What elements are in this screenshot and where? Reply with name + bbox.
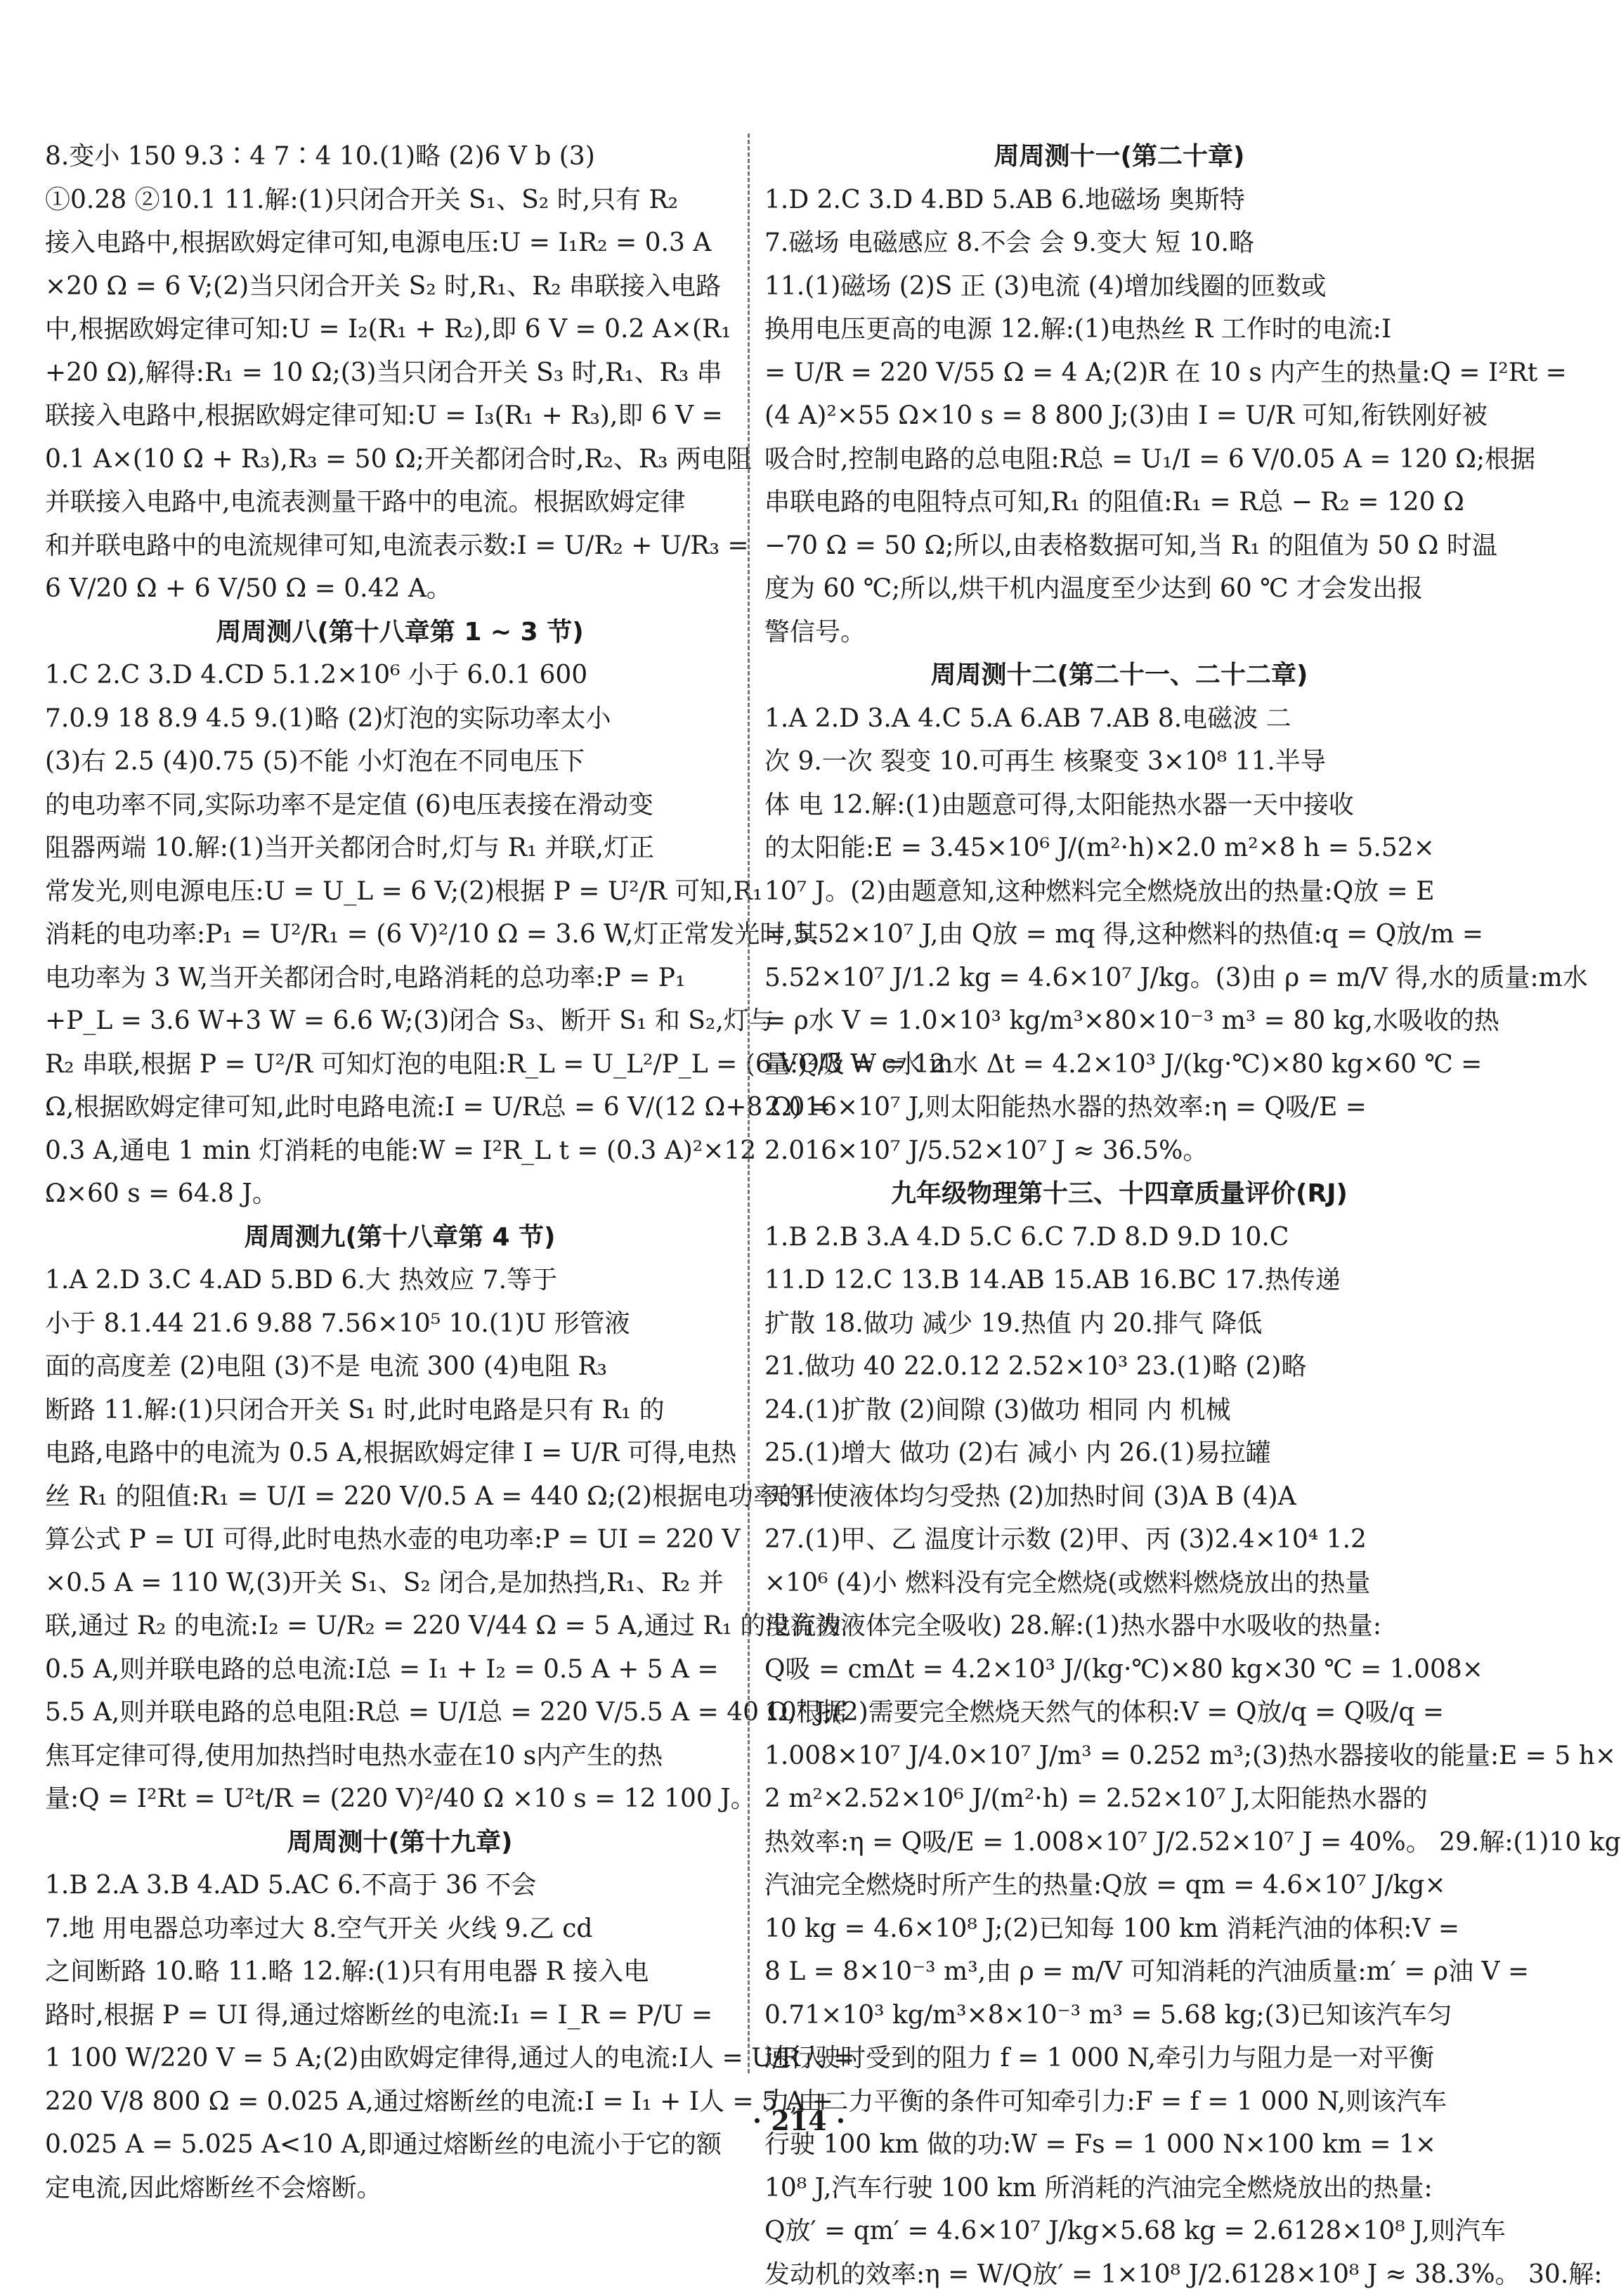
text-line: 中,根据欧姆定律可知:U = I₂(R₁ + R₂),即 6 V = 0.2 A×(R₁ <box>45 308 755 351</box>
text-line: 1 100 W/220 V = 5 A;(2)由欧姆定律得,通过人的电流:I人 = U/R人 = <box>45 2037 755 2080</box>
text-line: 24.(1)扩散 (2)间隙 (3)做功 相同 内 机械 <box>764 1389 1474 1432</box>
text-line: 接入电路中,根据欧姆定律可知,电源电压:U = I₁R₂ = 0.3 A <box>45 221 755 265</box>
text-line: 断路 11.解:(1)只闭合开关 S₁ 时,此时电路是只有 R₁ 的 <box>45 1389 755 1432</box>
left-column <box>45 135 755 2210</box>
text-line: ①0.28 ②10.1 11.解:(1)只闭合开关 S₁、S₂ 时,只有 R₂ <box>45 179 755 222</box>
text-line: 的电功率不同,实际功率不是定值 (6)电压表接在滑动变 <box>45 784 755 827</box>
text-line: 警信号。 <box>764 611 1474 654</box>
text-line: ×10⁶ (4)小 燃料没有完全燃烧(或燃料燃烧放出的热量 <box>764 1562 1474 1605</box>
text-line: 0.025 A = 5.025 A<10 A,即通过熔断丝的电流小于它的额 <box>45 2123 755 2167</box>
text-line: Ω×60 s = 64.8 J。 <box>45 1172 755 1216</box>
text-line: 8.变小 150 9.3∶4 7∶4 10.(1)略 (2)6 V b (3) <box>45 135 755 179</box>
text-line: ×20 Ω = 6 V;(2)当只闭合开关 S₂ 时,R₁、R₂ 串联接入电路 <box>45 265 755 309</box>
section-heading: 周周测十(第十九章) <box>45 1821 755 1864</box>
text-line: 量:Q吸 = c水 m水 Δt = 4.2×10³ J/(kg·℃)×80 kg×60 ℃ = <box>764 1043 1474 1087</box>
text-line: 11.(1)磁场 (2)S 正 (3)电流 (4)增加线圈的匝数或 <box>764 265 1474 309</box>
text-line: 路时,根据 P = UI 得,通过熔断丝的电流:I₁ = I_R = P/U = <box>45 1994 755 2037</box>
text-line: 算公式 P = UI 可得,此时电热水壶的电功率:P = UI = 220 V <box>45 1518 755 1562</box>
text-line: +P_L = 3.6 W+3 W = 6.6 W;(3)闭合 S₃、断开 S₁ 和 S₂,灯与 <box>45 999 755 1043</box>
text-line: 面的高度差 (2)电阻 (3)不是 电流 300 (4)电阻 R₃ <box>45 1345 755 1389</box>
text-line: 联,通过 R₂ 的电流:I₂ = U/R₂ = 220 V/44 Ω = 5 A,通过 R₁ 的电流为 <box>45 1604 755 1648</box>
text-line: 阻器两端 10.解:(1)当开关都闭合时,灯与 R₁ 并联,灯正 <box>45 826 755 870</box>
text-line: 0.1 A×(10 Ω + R₃),R₃ = 50 Ω;开关都闭合时,R₂、R₃ 两电阻 <box>45 438 755 481</box>
text-line: 10⁷ J;(2)需要完全燃烧天然气的体积:V = Q放/q = Q吸/q = <box>764 1691 1474 1734</box>
text-line: 串联电路的电阻特点可知,R₁ 的阻值:R₁ = R总 − R₂ = 120 Ω <box>764 481 1474 524</box>
text-line: 8 L = 8×10⁻³ m³,由 ρ = m/V 可知消耗的汽油质量:m′ = ρ油 V = <box>764 1950 1474 1994</box>
text-line: 21.做功 40 22.0.12 2.52×10³ 23.(1)略 (2)略 <box>764 1345 1474 1389</box>
text-line: 1.A 2.D 3.C 4.AD 5.BD 6.大 热效应 7.等于 <box>45 1259 755 1302</box>
text-line: 1.A 2.D 3.A 4.C 5.A 6.AB 7.AB 8.电磁波 二 <box>764 697 1474 741</box>
page-number: · 214 · <box>0 2105 1598 2136</box>
text-line: 0.5 A,则并联电路的总电流:I总 = I₁ + I₂ = 0.5 A + 5 A = <box>45 1648 755 1692</box>
text-line: 力,由二力平衡的条件可知牵引力:F = f = 1 000 N,则该汽车 <box>764 2080 1474 2124</box>
text-line: (3)右 2.5 (4)0.75 (5)不能 小灯泡在不同电压下 <box>45 740 755 784</box>
text-line: 2 m²×2.52×10⁶ J/(m²·h) = 2.52×10⁷ J,太阳能热水器的 <box>764 1777 1474 1821</box>
text-line: 10⁸ J,汽车行驶 100 km 所消耗的汽油完全燃烧放出的热量: <box>764 2167 1474 2210</box>
text-line: 和并联电路中的电流规律可知,电流表示数:I = U/R₂ + U/R₃ = <box>45 524 755 568</box>
text-line: 吸合时,控制电路的总电阻:R总 = U₁/I = 6 V/0.05 A = 120 Ω;根据 <box>764 438 1474 481</box>
section-heading: 周周测九(第十八章第 4 节) <box>45 1216 755 1259</box>
text-line: 2.016×10⁷ J/5.52×10⁷ J ≈ 36.5%。 <box>764 1129 1474 1173</box>
text-line: = 5.52×10⁷ J,由 Q放 = mq 得,这种燃料的热值:q = Q放/m = <box>764 913 1474 956</box>
text-line: 联接入电路中,根据欧姆定律可知:U = I₃(R₁ + R₃),即 6 V = <box>45 394 755 438</box>
text-line: 0.3 A,通电 1 min 灯消耗的电能:W = I²R_L t = (0.3 A)²×12 <box>45 1129 755 1173</box>
text-line: 消耗的电功率:P₁ = U²/R₁ = (6 V)²/10 Ω = 3.6 W,灯正常发光时,其 <box>45 913 755 956</box>
text-line: 的太阳能:E = 3.45×10⁶ J/(m²·h)×2.0 m²×8 h = 5.52× <box>764 826 1474 870</box>
text-line: 速行驶时受到的阻力 f = 1 000 N,牵引力与阻力是一对平衡 <box>764 2037 1474 2080</box>
text-line: 并联接入电路中,电流表测量干路中的电流。根据欧姆定律 <box>45 481 755 524</box>
text-line: 7.地 用电器总功率过大 8.空气开关 火线 9.乙 cd <box>45 1907 755 1951</box>
text-line: 常发光,则电源电压:U = U_L = 6 V;(2)根据 P = U²/R 可知,R₁ <box>45 870 755 914</box>
text-line: 定电流,因此熔断丝不会熔断。 <box>45 2167 755 2210</box>
text-line: 小于 8.1.44 21.6 9.88 7.56×10⁵ 10.(1)U 形管液 <box>45 1302 755 1346</box>
text-line: 焦耳定律可得,使用加热挡时电热水壶在10 s内产生的热 <box>45 1734 755 1778</box>
text-line: 扩散 18.做功 减少 19.热值 内 20.排气 降低 <box>764 1302 1474 1346</box>
text-line: 度为 60 ℃;所以,烘干机内温度至少达到 60 ℃ 才会发出报 <box>764 567 1474 611</box>
text-line: (4 A)²×55 Ω×10 s = 8 800 J;(3)由 I = U/R 可知,衔铁刚好被 <box>764 394 1474 438</box>
text-line: 量:Q = I²Rt = U²t/R = (220 V)²/40 Ω ×10 s = 12 100 J。 <box>45 1777 755 1821</box>
text-line: ×0.5 A = 110 W,(3)开关 S₁、S₂ 闭合,是加热挡,R₁、R₂ 并 <box>45 1562 755 1605</box>
text-line: 27.(1)甲、乙 温度计示数 (2)甲、丙 (3)2.4×10⁴ 1.2 <box>764 1518 1474 1562</box>
text-line: Ω,根据欧姆定律可知,此时电路电流:I = U/R总 = 6 V/(12 Ω+8 Ω) = <box>45 1086 755 1129</box>
text-line: 1.D 2.C 3.D 4.BD 5.AB 6.地磁场 奥斯特 <box>764 179 1474 222</box>
text-line: 1.008×10⁷ J/4.0×10⁷ J/m³ = 0.252 m³;(3)热水器接收的能量:E = 5 h× <box>764 1734 1474 1778</box>
text-line: 5.5 A,则并联电路的总电阻:R总 = U/I总 = 220 V/5.5 A = 40 Ω,根据 <box>45 1691 755 1734</box>
text-line: 丝 R₁ 的阻值:R₁ = U/I = 220 V/0.5 A = 440 Ω;(2)根据电功率的计 <box>45 1475 755 1519</box>
text-line: Q放′ = qm′ = 4.6×10⁷ J/kg×5.68 kg = 2.6128×10⁸ J,则汽车 <box>764 2210 1474 2253</box>
section-heading: 周周测十一(第二十章) <box>764 135 1474 179</box>
text-line: = U/R = 220 V/55 Ω = 4 A;(2)R 在 10 s 内产生的热量:Q = I²Rt = <box>764 351 1474 395</box>
text-line: 1.C 2.C 3.D 4.CD 5.1.2×10⁶ 小于 6.0.1 600 <box>45 654 755 697</box>
text-line: 5.52×10⁷ J/1.2 kg = 4.6×10⁷ J/kg。(3)由 ρ = m/V 得,水的质量:m水 <box>764 956 1474 1000</box>
text-line: 汽油完全燃烧时所产生的热量:Q放 = qm = 4.6×10⁷ J/kg× <box>764 1864 1474 1907</box>
text-line: 天平 使液体均匀受热 (2)加热时间 (3)A B (4)A <box>764 1475 1474 1519</box>
section-heading: 九年级物理第十三、十四章质量评价(RJ) <box>764 1172 1474 1216</box>
text-line: 行驶 100 km 做的功:W = Fs = 1 000 N×100 km = 1× <box>764 2123 1474 2167</box>
text-line: 之间断路 10.略 11.略 12.解:(1)只有用电器 R 接入电 <box>45 1950 755 1994</box>
text-line: 1.B 2.B 3.A 4.D 5.C 6.C 7.D 8.D 9.D 10.C <box>764 1216 1474 1259</box>
text-line: 发动机的效率:η = W/Q放′ = 1×10⁸ J/2.6128×10⁸ J ≈ 38.3%。 30.解: <box>764 2253 1474 2296</box>
text-line: 6 V/20 Ω + 6 V/50 Ω = 0.42 A。 <box>45 567 755 611</box>
column-divider <box>748 134 750 2073</box>
text-line: 换用电压更高的电源 12.解:(1)电热丝 R 工作时的电流:I <box>764 308 1474 351</box>
text-line: 热效率:η = Q吸/E = 1.008×10⁷ J/2.52×10⁷ J = 40%。 29.解:(1)10 kg <box>764 1821 1474 1864</box>
text-line: 没有被液体完全吸收) 28.解:(1)热水器中水吸收的热量: <box>764 1604 1474 1648</box>
section-heading: 周周测八(第十八章第 1 ~ 3 节) <box>45 611 755 654</box>
text-line: R₂ 串联,根据 P = U²/R 可知灯泡的电阻:R_L = U_L²/P_L = (6 V)²/3 W = 12 <box>45 1043 755 1087</box>
text-line: Q吸 = cmΔt = 4.2×10³ J/(kg·℃)×80 kg×30 ℃ = 1.008× <box>764 1648 1474 1692</box>
text-line: 220 V/8 800 Ω = 0.025 A,通过熔断丝的电流:I = I₁ + I人 = 5 A + <box>45 2080 755 2124</box>
right-column <box>764 135 1474 2296</box>
text-line: 2.016×10⁷ J,则太阳能热水器的热效率:η = Q吸/E = <box>764 1086 1474 1129</box>
text-line: 7.0.9 18 8.9 4.5 9.(1)略 (2)灯泡的实际功率太小 <box>45 697 755 741</box>
text-line: = ρ水 V = 1.0×10³ kg/m³×80×10⁻³ m³ = 80 kg,水吸收的热 <box>764 999 1474 1043</box>
section-heading: 周周测十二(第二十一、二十二章) <box>764 654 1474 697</box>
text-line: −70 Ω = 50 Ω;所以,由表格数据可知,当 R₁ 的阻值为 50 Ω 时温 <box>764 524 1474 568</box>
text-line: 电功率为 3 W,当开关都闭合时,电路消耗的总功率:P = P₁ <box>45 956 755 1000</box>
text-line: 体 电 12.解:(1)由题意可得,太阳能热水器一天中接收 <box>764 784 1474 827</box>
text-line: 0.71×10³ kg/m³×8×10⁻³ m³ = 5.68 kg;(3)已知该汽车匀 <box>764 1994 1474 2037</box>
text-line: 25.(1)增大 做功 (2)右 减小 内 26.(1)易拉罐 <box>764 1432 1474 1475</box>
text-line: +20 Ω),解得:R₁ = 10 Ω;(3)当只闭合开关 S₃ 时,R₁、R₃ 串 <box>45 351 755 395</box>
text-line: 10⁷ J。(2)由题意知,这种燃料完全燃烧放出的热量:Q放 = E <box>764 870 1474 914</box>
text-line: 电路,电路中的电流为 0.5 A,根据欧姆定律 I = U/R 可得,电热 <box>45 1432 755 1475</box>
text-line: 1.B 2.A 3.B 4.AD 5.AC 6.不高于 36 不会 <box>45 1864 755 1907</box>
text-line: 次 9.一次 裂变 10.可再生 核聚变 3×10⁸ 11.半导 <box>764 740 1474 784</box>
text-line: 10 kg = 4.6×10⁸ J;(2)已知每 100 km 消耗汽油的体积:V = <box>764 1907 1474 1951</box>
text-line: 11.D 12.C 13.B 14.AB 15.AB 16.BC 17.热传递 <box>764 1259 1474 1302</box>
text-line: 7.磁场 电磁感应 8.不会 会 9.变大 短 10.略 <box>764 221 1474 265</box>
